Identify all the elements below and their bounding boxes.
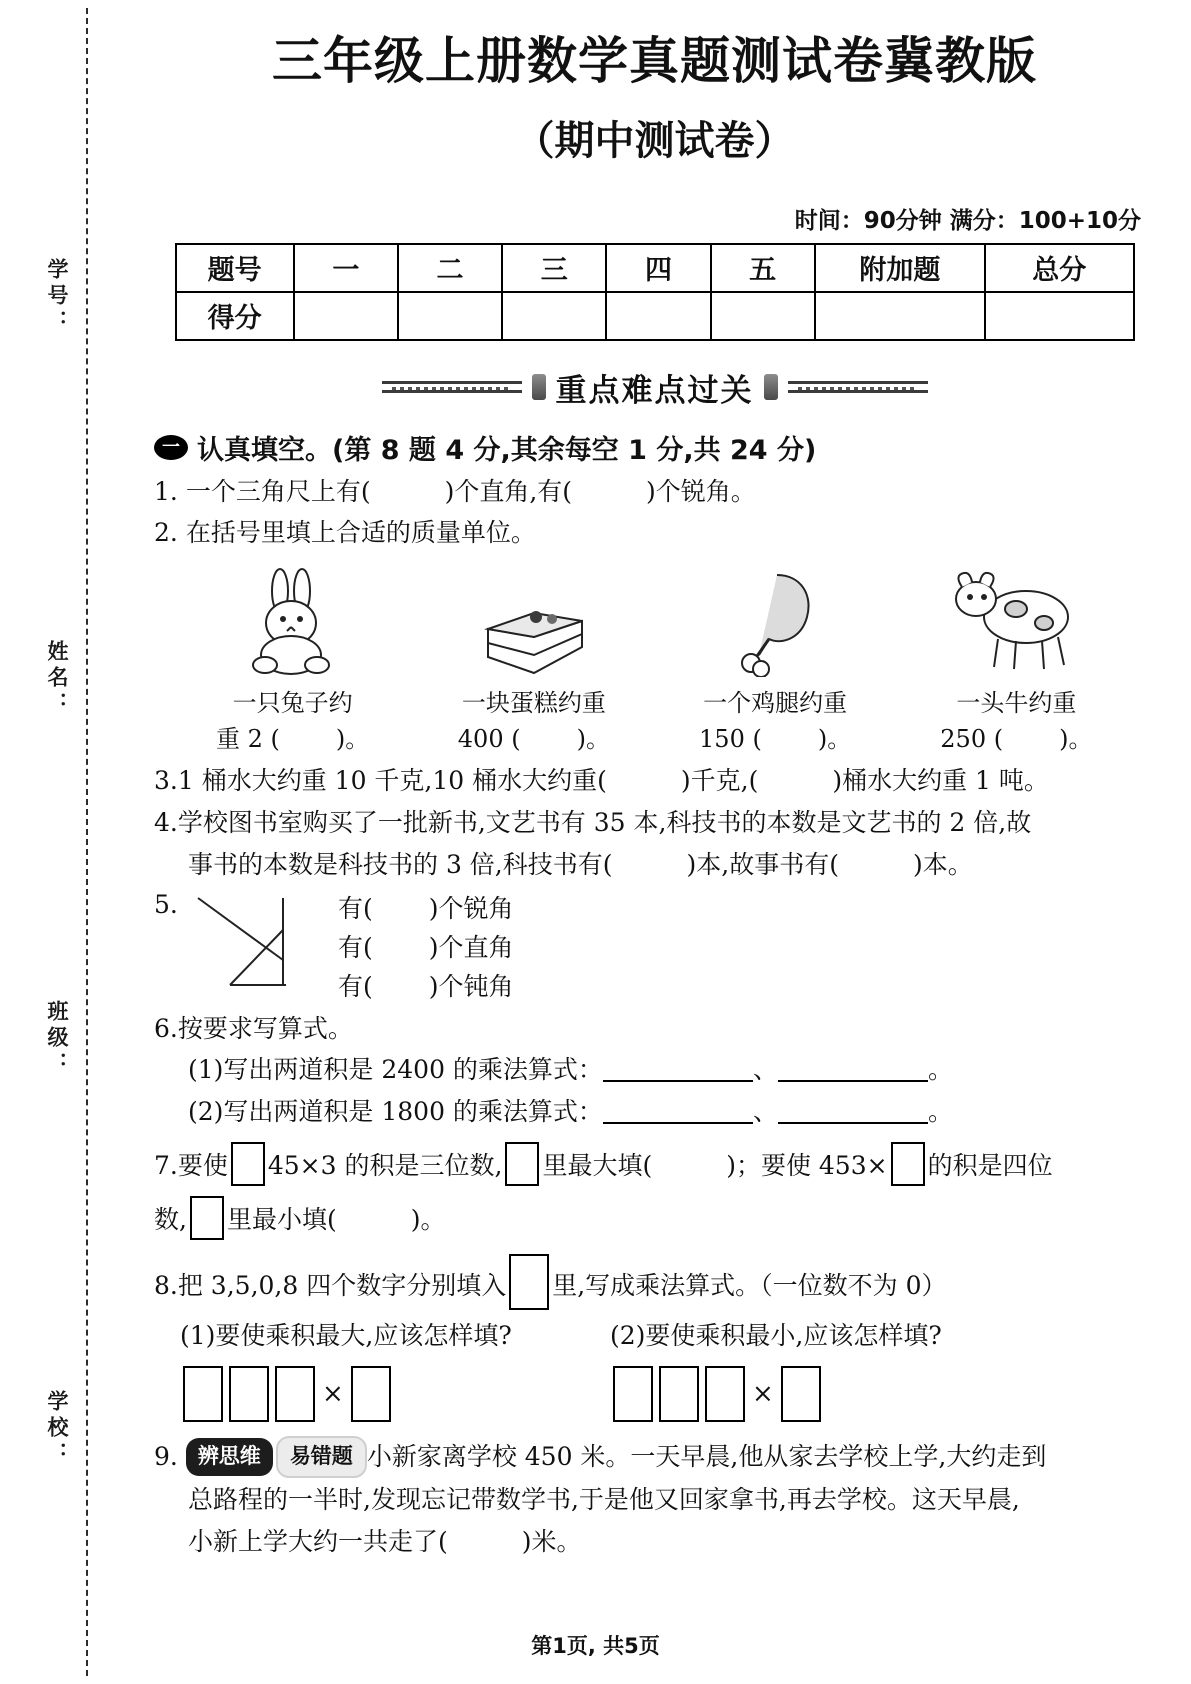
q1-number: 1.: [154, 476, 178, 506]
score-col-4: 四: [606, 244, 710, 292]
q2-number: 2.: [154, 518, 178, 548]
question-6: [154, 1010, 1163, 1049]
q7-text-b: 45×3 的积是三位数,: [267, 1150, 503, 1180]
q2-value-1-suffix: )。: [335, 725, 370, 753]
q5-line-1-b: )个锐角: [428, 894, 514, 924]
q1-text-a: 一个三角尺上有(: [185, 476, 371, 506]
q3-number: 3.: [154, 766, 178, 795]
q5-line-1-a: 有(: [338, 894, 373, 924]
section-divider: [146, 365, 1163, 410]
divider-rule-left: [382, 381, 522, 393]
q2-pic-chicken-leg: [685, 565, 865, 681]
q4-text-b: )本,故事书有(: [686, 849, 839, 879]
page-subtitle: （期中测试卷）: [514, 117, 795, 164]
q8-answer-boxes: [180, 1362, 1163, 1422]
q9-badge-thinking: 辨思维: [186, 1438, 273, 1477]
q8-sub-headings: [180, 1316, 1163, 1352]
question-8: [154, 1254, 1163, 1310]
q9-text-line1: 小新家离学校 450 米。一天早晨,他从家去学校上学,大约走到: [366, 1441, 1047, 1471]
q2-value-1: [198, 719, 388, 754]
page-footer: 第1页, 共5页: [531, 1634, 660, 1658]
q6-text: 按要求写算式。: [177, 1013, 353, 1043]
q6-sub2-end: 。: [927, 1097, 953, 1126]
rabbit-icon: [245, 565, 341, 677]
q2-text: 在括号里填上合适的质量单位。: [185, 518, 536, 548]
cake-icon: [474, 577, 594, 677]
q8-min-times-symbol: ×: [752, 1378, 774, 1409]
q7-number: 7.: [154, 1150, 178, 1180]
q6-sub1-blank-2[interactable]: [778, 1060, 928, 1082]
question-9-line-1: [154, 1436, 1163, 1479]
score-col-extra: 附加题: [815, 244, 985, 292]
q4-number: 4.: [154, 807, 178, 837]
q8-min-box-2[interactable]: [659, 1366, 699, 1422]
q2-pic-cow: [926, 565, 1106, 681]
q4-text-c: )本。: [912, 849, 973, 879]
q6-sub1-sep: 、: [752, 1055, 778, 1085]
question-7-line-2: [154, 1196, 1163, 1240]
q6-sub2-blank-2[interactable]: [778, 1102, 928, 1124]
q2-value-2-suffix: )。: [576, 725, 610, 753]
q6-sub2-blank-1[interactable]: [603, 1102, 753, 1124]
q4-text-line1: 学校图书室购买了一批新书,文艺书有 35 本,科技书的本数是文艺书的 2 倍,故: [177, 807, 1032, 837]
rail-label-student-id: 学号：: [45, 258, 69, 336]
q8-text-a: 把 3,5,0,8 四个数字分别填入: [177, 1270, 507, 1300]
score-cell-extra[interactable]: [815, 292, 985, 340]
section-1-heading: [154, 428, 1163, 467]
q5-number: 5.: [154, 890, 178, 920]
question-7-line-1: [154, 1142, 1163, 1186]
q2-value-4-prefix: 250 (: [940, 725, 1004, 753]
q8-min-box-3[interactable]: [705, 1366, 745, 1422]
score-col-5: 五: [711, 244, 815, 292]
q5-line-3-b: )个钝角: [428, 971, 514, 1001]
q2-value-4: [921, 719, 1111, 754]
q5-angle-figure: [188, 890, 338, 1006]
q9-number: 9.: [154, 1441, 178, 1471]
score-row-label-points: 得分: [176, 292, 294, 340]
q2-value-3-prefix: 150 (: [699, 725, 762, 753]
score-col-3: 三: [502, 244, 606, 292]
rail-label-school: 学校：: [45, 1390, 69, 1468]
cow-icon: [946, 565, 1086, 677]
q7-text-d: )；要使 453×: [726, 1150, 888, 1180]
q7-text-f: 数,: [154, 1204, 187, 1234]
divider-rule-right: [788, 381, 928, 393]
score-cell-2[interactable]: [398, 292, 502, 340]
q1-text-c: )个锐角。: [646, 476, 756, 506]
q3-text-c: )桶水大约重 1 吨。: [832, 766, 1049, 795]
q9-badge-common-mistake: 易错题: [276, 1436, 367, 1479]
chicken-leg-icon: [725, 565, 825, 677]
q7-box-1[interactable]: [231, 1142, 265, 1186]
left-margin-rail: [0, 0, 118, 1684]
q8-max-times-symbol: ×: [322, 1378, 344, 1409]
q2-value-4-suffix: )。: [1059, 725, 1093, 753]
q5-line-2-a: 有(: [338, 933, 373, 962]
q2-value-2: [439, 719, 629, 754]
score-cell-4[interactable]: [606, 292, 710, 340]
angle-figure-icon: [188, 890, 328, 1000]
score-cell-3[interactable]: [502, 292, 606, 340]
q3-text-a: 1 桶水大约重 10 千克,10 桶水大约重(: [177, 766, 607, 795]
q5-line-2: [338, 929, 514, 968]
q7-text-g: 里最小填(: [226, 1204, 337, 1234]
question-6-sub-1: [154, 1051, 1163, 1090]
q8-sub1-text: (1)要使乘积最大,应该怎样填?: [180, 1320, 512, 1350]
q2-caption-3: 一个鸡腿约重: [703, 689, 848, 717]
q8-max-box-1[interactable]: [183, 1366, 223, 1422]
dashed-fold-line: [86, 8, 88, 1676]
q9-text-b: )米。: [521, 1527, 582, 1557]
q3-text-b: )千克,(: [680, 766, 759, 795]
score-col-2: 二: [398, 244, 502, 292]
q8-min-box-1[interactable]: [613, 1366, 653, 1422]
score-col-total: 总分: [985, 244, 1133, 292]
q8-boxrow-max: [180, 1366, 610, 1422]
q8-box-prompt[interactable]: [509, 1254, 549, 1310]
score-table: [175, 243, 1135, 341]
q2-caption-2: 一块蛋糕约重: [461, 689, 606, 717]
q8-max-box-2[interactable]: [229, 1366, 269, 1422]
q8-text-b: 里,写成乘法算式。（一位数不为 0）: [552, 1270, 947, 1300]
q8-max-box-4[interactable]: [351, 1366, 391, 1422]
q6-sub2-sep: 、: [752, 1097, 778, 1126]
q2-caption-4: 一头牛约重: [956, 689, 1077, 717]
divider-ornament-right-icon: [764, 374, 778, 400]
q6-number: 6.: [154, 1013, 178, 1043]
q5-line-3: [338, 968, 514, 1007]
q2-value-3: [680, 719, 870, 754]
q2-value-3-suffix: )。: [817, 725, 852, 753]
q7-text-h: )。: [410, 1204, 446, 1234]
exam-page: [118, 0, 1191, 1684]
q6-sub1-text: (1)写出两道积是 2400 的乘法算式：: [188, 1055, 603, 1085]
q2-value-2-prefix: 400 (: [457, 725, 521, 753]
q8-max-box-3[interactable]: [275, 1366, 315, 1422]
q9-text-line2: 总路程的一半时,发现忘记带数学书,于是他又回家拿书,再去学校。这天早晨,: [188, 1485, 1020, 1515]
score-cell-1[interactable]: [294, 292, 398, 340]
table-row: [176, 244, 1134, 292]
divider-ornament-left-icon: [532, 374, 546, 400]
q2-caption-row: [172, 683, 1137, 718]
question-1: [154, 473, 1163, 512]
q2-pic-rabbit: [203, 565, 383, 681]
rail-label-name: 姓名：: [45, 640, 69, 718]
question-3: [154, 762, 1163, 801]
q7-box-2[interactable]: [505, 1142, 539, 1186]
q2-caption-1: 一只兔子约: [232, 689, 353, 717]
q8-number: 8.: [154, 1270, 178, 1300]
q8-boxrow-min: [610, 1366, 1040, 1422]
q5-answer-lines: [338, 890, 514, 1006]
q5-line-2-b: )个直角: [428, 933, 514, 962]
question-4-line-1: [154, 804, 1163, 843]
q6-sub1-blank-1[interactable]: [603, 1060, 753, 1082]
q9-text-a: 小新上学大约一共走了(: [188, 1527, 448, 1557]
score-cell-5[interactable]: [711, 292, 815, 340]
page-title: 三年级上册数学真题测试卷冀教版: [272, 32, 1037, 90]
question-4-line-2: [154, 846, 1163, 885]
q6-sub1-end: 。: [927, 1055, 953, 1085]
q1-text-b: )个直角,有(: [444, 476, 573, 506]
exam-meta: 时间：90分钟 满分：100+10分: [794, 207, 1141, 234]
table-row: [176, 292, 1134, 340]
q2-pic-cake: [444, 577, 624, 681]
section-1-title: 认真填空。(第 8 题 4 分,其余每空 1 分,共 24 分): [197, 434, 817, 466]
question-2: [154, 514, 1163, 553]
q7-box-4[interactable]: [190, 1196, 224, 1240]
q7-text-e: 的积是四位: [927, 1150, 1053, 1180]
q7-text-c: 里最大填(: [542, 1150, 653, 1180]
q5-line-3-a: 有(: [338, 971, 373, 1001]
question-9-line-3: [154, 1523, 1163, 1562]
question-9-line-2: [154, 1481, 1163, 1520]
q7-text-a: 要使: [177, 1150, 228, 1180]
q8-min-box-4[interactable]: [781, 1366, 821, 1422]
q4-text-a: 事书的本数是科技书的 3 倍,科技书有(: [188, 849, 613, 879]
q5-line-1: [338, 890, 514, 929]
score-cell-total[interactable]: [985, 292, 1133, 340]
q7-box-3[interactable]: [891, 1142, 925, 1186]
q2-illustration-row: [172, 561, 1137, 681]
divider-title: 重点难点过关: [555, 372, 754, 409]
q6-sub2-text: (2)写出两道积是 1800 的乘法算式：: [188, 1097, 603, 1126]
score-col-1: 一: [294, 244, 398, 292]
question-5: [154, 890, 1163, 1006]
q2-value-row: [172, 719, 1137, 754]
q8-sub2-text: (2)要使乘积最小,应该怎样填?: [610, 1320, 942, 1350]
score-row-label-number: 题号: [176, 244, 294, 292]
section-number-badge: 一: [154, 435, 188, 460]
q2-value-1-prefix: 重 2 (: [215, 725, 280, 753]
rail-label-class: 班级：: [45, 1000, 69, 1078]
question-6-sub-2: [154, 1093, 1163, 1132]
